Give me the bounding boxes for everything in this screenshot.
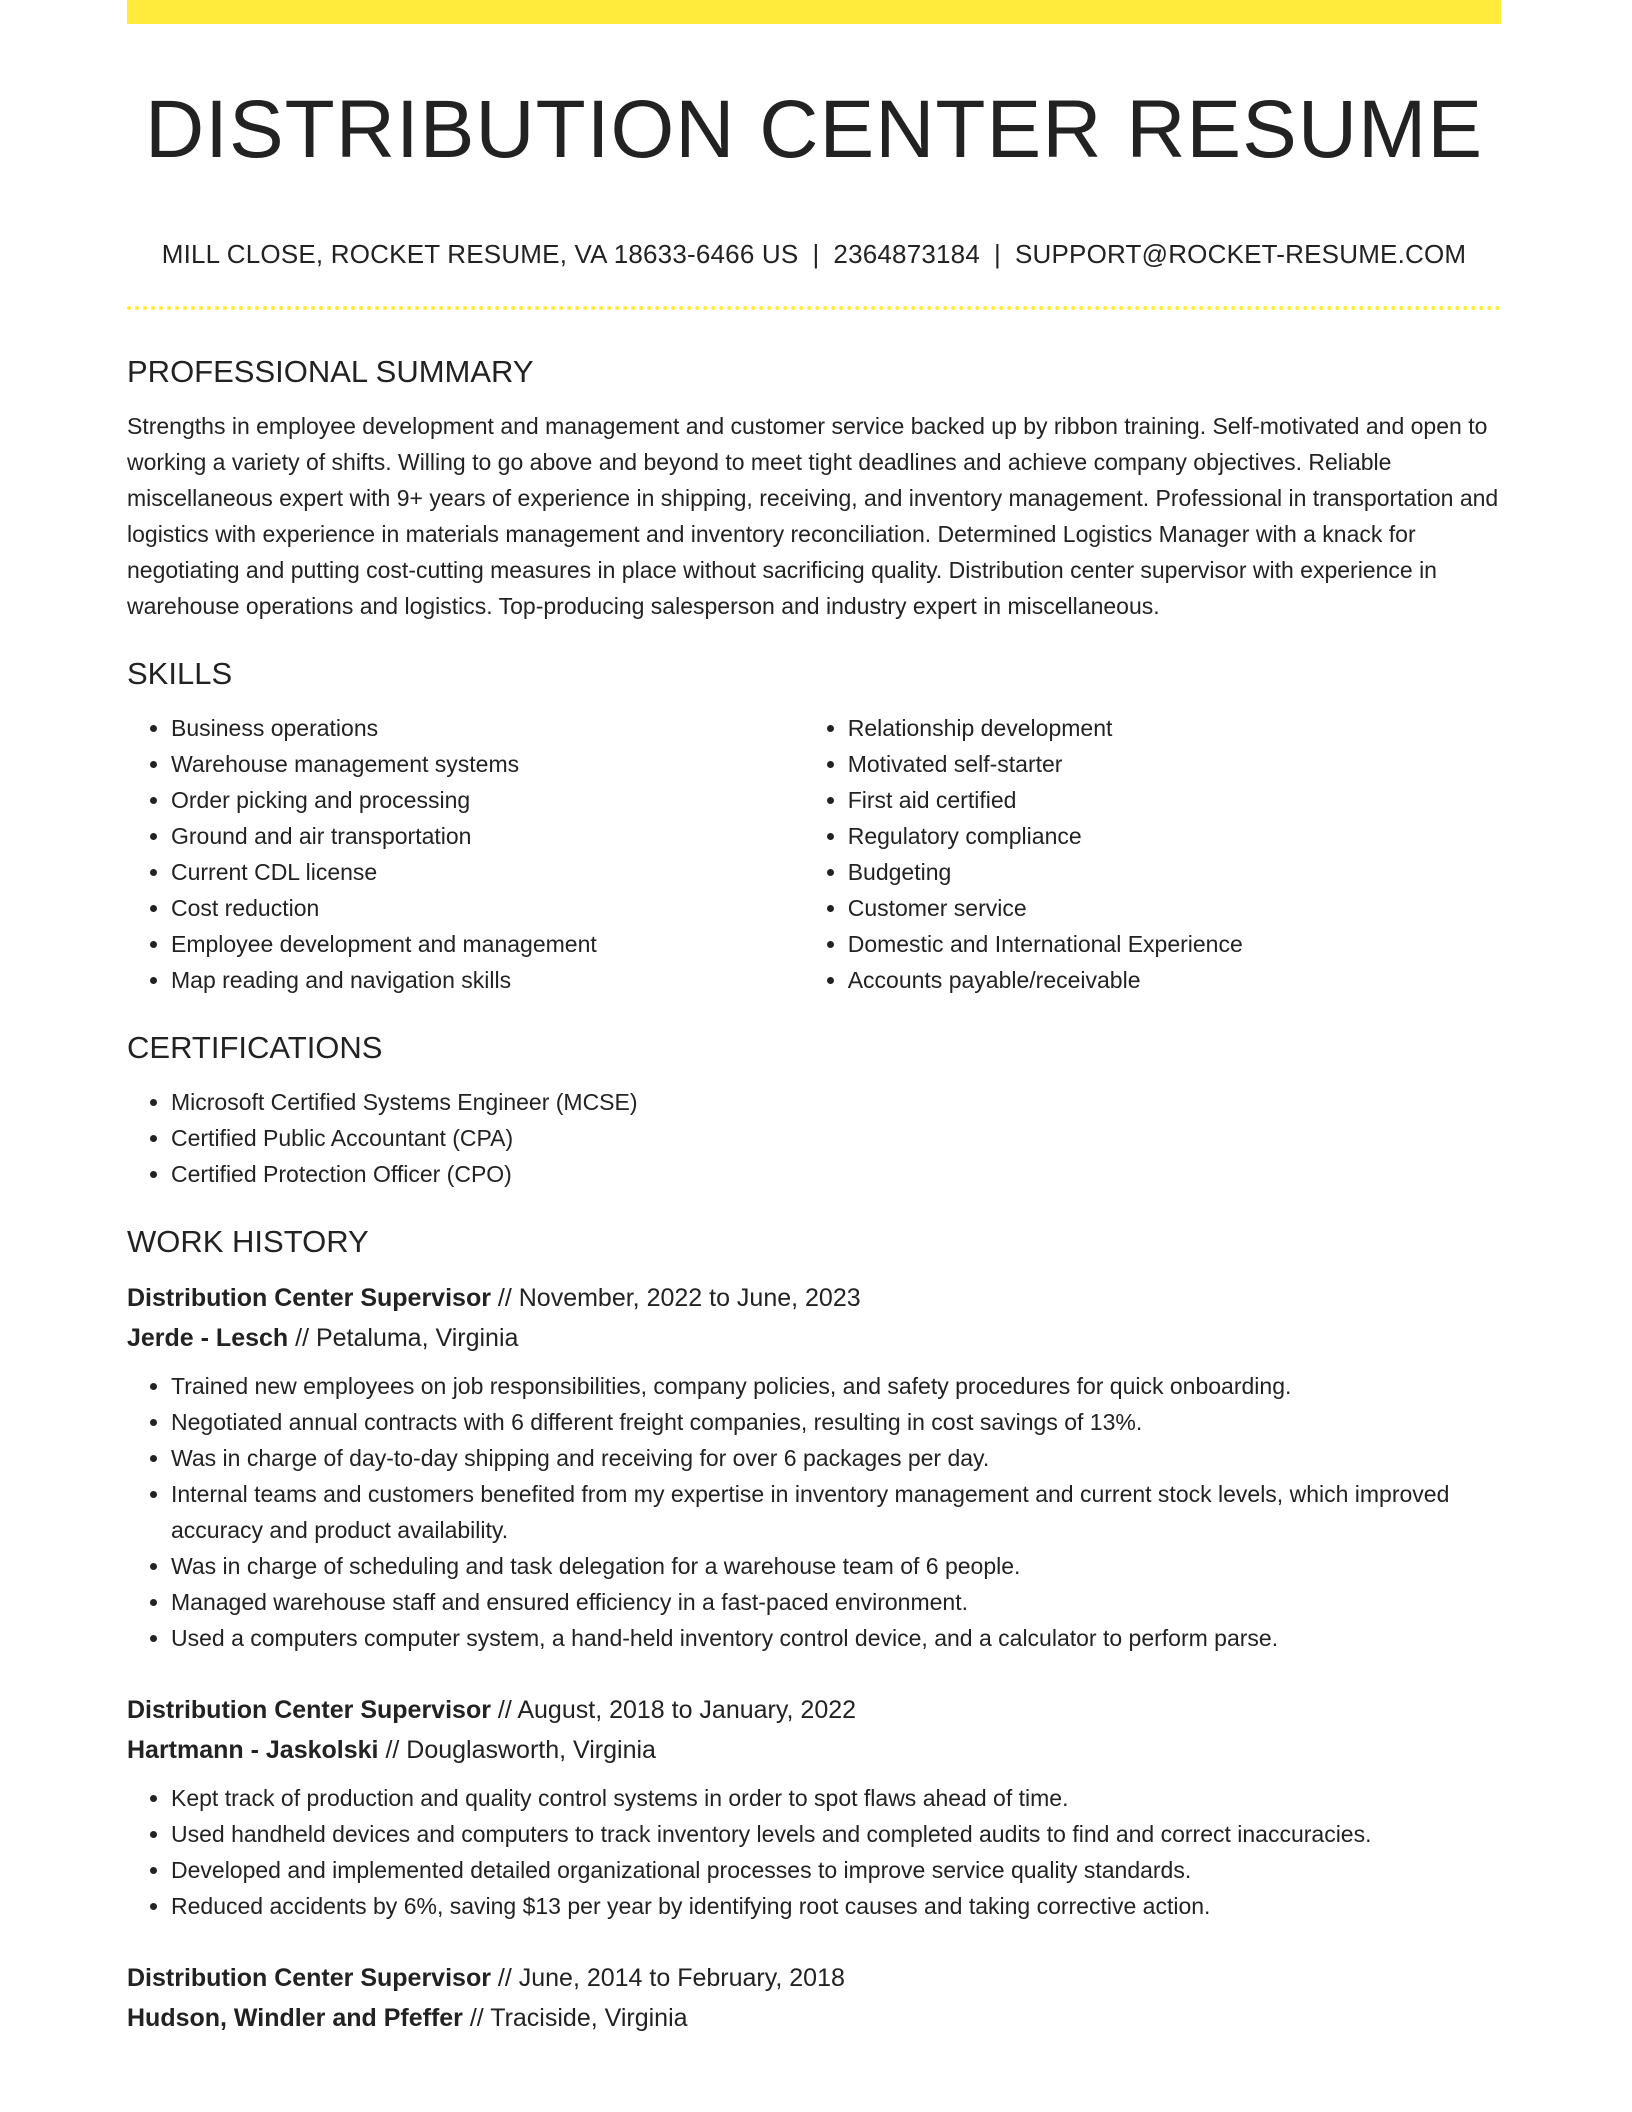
- certification-item: • Certified Public Accountant (CPA): [171, 1120, 1501, 1156]
- certification-item: • Microsoft Certified Systems Engineer (MCSE): [171, 1084, 1501, 1120]
- skill-item: • Customer service: [848, 890, 1501, 926]
- job-bullet: • Trained new employees on job responsibilities, company policies, and safety procedures for quick onboarding.: [171, 1368, 1501, 1404]
- job-bullet: • Internal teams and customers benefited from my expertise in inventory management and current stock levels, which improved accuracy and product availability.: [171, 1476, 1501, 1548]
- resume-content: [127, 352, 1501, 2038]
- job-bullets: [127, 1780, 1501, 1924]
- job-dates: // November, 2022 to June, 2023: [490, 1284, 861, 1312]
- skill-item: • Current CDL license: [171, 854, 804, 890]
- job-company: Hartmann - Jaskolski: [127, 1736, 379, 1764]
- job-bullet: • Was in charge of scheduling and task delegation for a warehouse team of 6 people.: [171, 1548, 1501, 1584]
- job-entry: [127, 1278, 1501, 1656]
- job-bullet: • Negotiated annual contracts with 6 different freight companies, resulting in cost savings of 13%.: [171, 1404, 1501, 1440]
- job-entry: [127, 1958, 1501, 2038]
- job-entry: [127, 1690, 1501, 1924]
- certifications-list: [127, 1084, 1501, 1192]
- job-title: Distribution Center Supervisor: [127, 1696, 491, 1724]
- skill-item: • Business operations: [171, 710, 804, 746]
- dotted-divider: [127, 306, 1501, 310]
- contact-separator: |: [812, 239, 820, 269]
- job-dates: // August, 2018 to January, 2022: [490, 1696, 857, 1724]
- job-company: Jerde - Lesch: [127, 1324, 289, 1352]
- job-bullet: • Used handheld devices and computers to track inventory levels and completed audits to find and correct inaccuracies.: [171, 1816, 1501, 1852]
- summary-heading: PROFESSIONAL SUMMARY: [127, 354, 534, 389]
- skill-item: • Map reading and navigation skills: [171, 962, 804, 998]
- skill-item: • Warehouse management systems: [171, 746, 804, 782]
- contact-address: MILL CLOSE, ROCKET RESUME, VA 18633-6466 US: [161, 239, 799, 269]
- job-title-line: [127, 1958, 1501, 1998]
- contact-separator: |: [994, 239, 1001, 269]
- job-bullet: • Developed and implemented detailed organizational processes to improve service quality standards.: [171, 1852, 1501, 1888]
- skill-item: • Regulatory compliance: [848, 818, 1501, 854]
- job-bullets: [127, 1368, 1501, 1656]
- certifications-section: [127, 1028, 1501, 1192]
- contact-phone: 2364873184: [833, 239, 981, 269]
- job-title: Distribution Center Supervisor: [127, 1284, 491, 1312]
- contact-email: SUPPORT@ROCKET-RESUME.COM: [1014, 239, 1467, 269]
- job-title-line: [127, 1690, 1501, 1730]
- job-bullet: • Used a computers computer system, a hand-held inventory control device, and a calculator to perform parse.: [171, 1620, 1501, 1656]
- jobs-list: [127, 1278, 1501, 2038]
- skill-item: • Employee development and management: [171, 926, 804, 962]
- job-title: Distribution Center Supervisor: [127, 1964, 491, 1992]
- skill-item: • Accounts payable/receivable: [848, 962, 1501, 998]
- contact-line: [127, 236, 1501, 272]
- job-location: // Douglasworth, Virginia: [378, 1736, 656, 1764]
- certifications-heading: CERTIFICATIONS: [127, 1030, 383, 1065]
- job-company-line: [127, 1730, 1501, 1770]
- job-bullet: • Reduced accidents by 6%, saving $13 per year by identifying root causes and taking corrective action.: [171, 1888, 1501, 1924]
- skills-heading: SKILLS: [127, 656, 233, 691]
- skills-section: [127, 654, 1501, 998]
- job-location: // Traciside, Virginia: [462, 2004, 688, 2032]
- skills-list-right: [804, 710, 1501, 998]
- work-history-heading: WORK HISTORY: [127, 1224, 369, 1259]
- job-bullet: • Kept track of production and quality control systems in order to spot flaws ahead of time.: [171, 1780, 1501, 1816]
- work-history-section: [127, 1222, 1501, 2038]
- skills-columns: [127, 710, 1501, 998]
- job-title-line: [127, 1278, 1501, 1318]
- accent-top-bar: [127, 0, 1501, 24]
- job-company: Hudson, Windler and Pfeffer: [127, 2004, 463, 2032]
- skill-item: • First aid certified: [848, 782, 1501, 818]
- summary-section: [127, 352, 1501, 624]
- skill-item: • Cost reduction: [171, 890, 804, 926]
- job-bullet: • Was in charge of day-to-day shipping and receiving for over 6 packages per day.: [171, 1440, 1501, 1476]
- skill-item: • Ground and air transportation: [171, 818, 804, 854]
- skill-item: • Order picking and processing: [171, 782, 804, 818]
- certification-item: • Certified Protection Officer (CPO): [171, 1156, 1501, 1192]
- skill-item: • Motivated self-starter: [848, 746, 1501, 782]
- resume-title: DISTRIBUTION CENTER RESUME: [144, 84, 1484, 175]
- job-bullet: • Managed warehouse staff and ensured efficiency in a fast-paced environment.: [171, 1584, 1501, 1620]
- skills-list-left: [127, 710, 804, 998]
- skill-item: • Domestic and International Experience: [848, 926, 1501, 962]
- job-company-line: [127, 1998, 1501, 2038]
- job-company-line: [127, 1318, 1501, 1358]
- skill-item: • Budgeting: [848, 854, 1501, 890]
- skill-item: • Relationship development: [848, 710, 1501, 746]
- job-dates: // June, 2014 to February, 2018: [490, 1964, 845, 1992]
- job-location: // Petaluma, Virginia: [288, 1324, 519, 1352]
- summary-text: Strengths in employee development and management and customer service backed up by ribbon training. Self-motivated and open to working a variety of shifts. Willing to go above and beyond to meet tight deadlines and achieve company objectives. Reliable miscellaneous expert with 9+ years of experience in shipping, receiving, and inventory management. Professional in transportation and logistics with experience in materials management and inventory reconciliation. Determined Logistics Manager with a knack for negotiating and putting cost-cutting measures in place without sacrificing quality. Distribution center supervisor with experience in warehouse operations and logistics. Top-producing salesperson and industry expert in miscellaneous.: [127, 413, 1499, 619]
